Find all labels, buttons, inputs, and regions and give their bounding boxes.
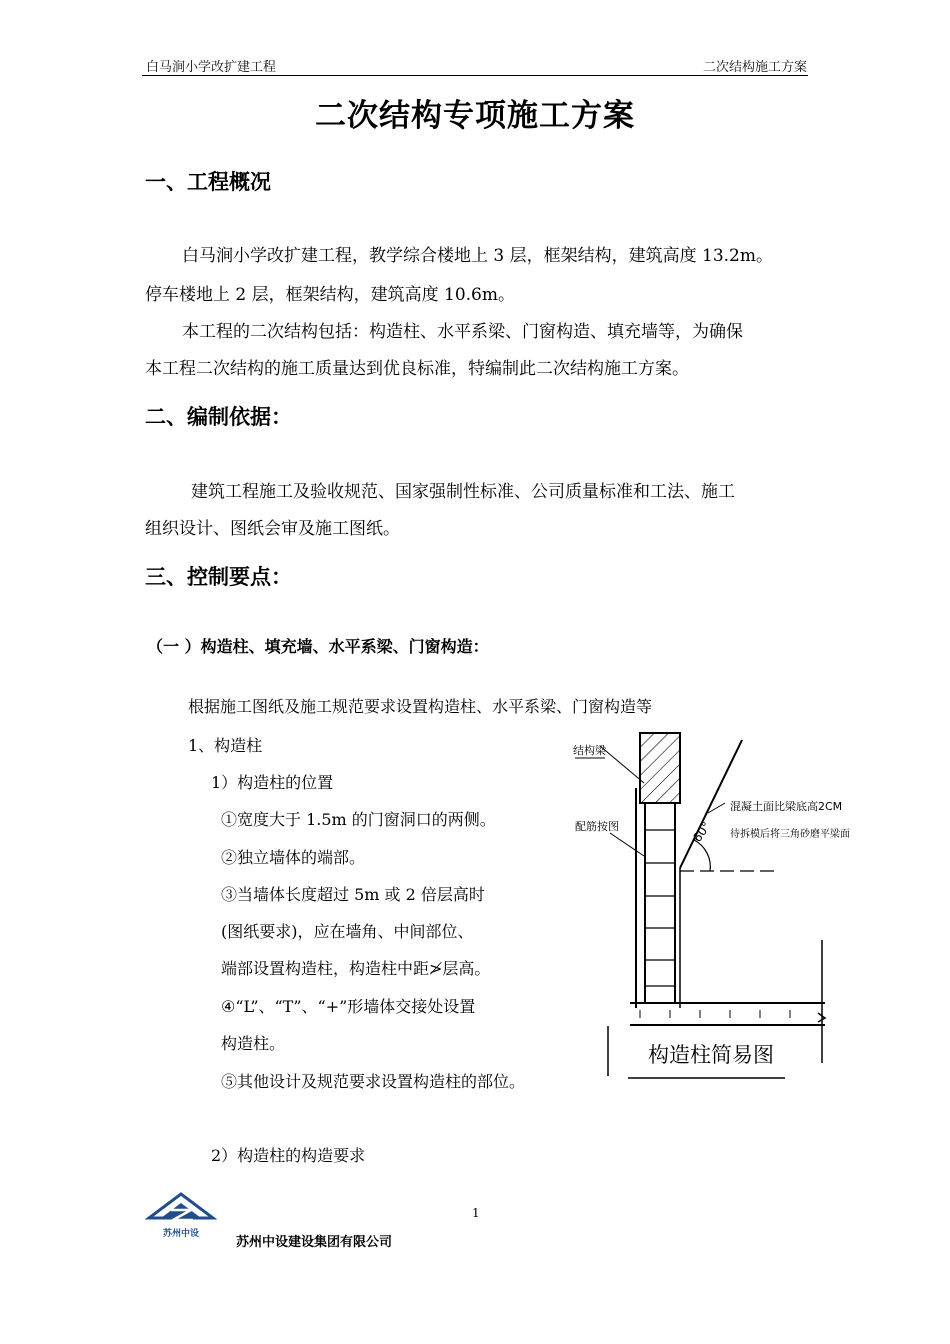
list-item: ④“L”、“T”、“+”形墙体交接处设置: [221, 997, 476, 1016]
header-doc-name: 二次结构施工方案: [702, 60, 807, 75]
list-item: ①宽度大于 1.5m 的门窗洞口的两侧。: [221, 810, 496, 829]
list-item: (图纸要求)，应在墙角、中间部位、: [221, 922, 474, 941]
paragraph-line: 停车楼地上 2 层，框架结构，建筑高度 10.6m。: [145, 285, 515, 305]
header-rule: [142, 75, 808, 76]
column-body: [645, 803, 675, 1003]
list-item: ②独立墙体的端部。: [221, 848, 366, 867]
construction-column-diagram: [560, 728, 860, 1088]
beam-label: 结构梁: [573, 744, 606, 757]
section-heading-overview: 一、工程概况: [145, 170, 271, 194]
list-item-heading: 1、构造柱: [188, 736, 263, 755]
paragraph-line: 组织设计、图纸会审及施工图纸。: [145, 519, 400, 539]
note-line-1: 混凝土面比梁底高2CM: [730, 800, 843, 813]
section-heading-basis: 二、编制依据：: [145, 405, 292, 429]
company-name: 苏州中设建设集团有限公司: [236, 1235, 393, 1250]
list-item: 端部设置构造柱，构造柱中距≯层高。: [221, 959, 491, 978]
list-item-subheading: 2）构造柱的构造要求: [211, 1146, 366, 1165]
company-logo: [145, 1192, 217, 1242]
structural-beam: [640, 733, 680, 803]
paragraph-line: 建筑工程施工及验收规范、国家强制性标准、公司质量标准和工法、施工: [191, 482, 735, 502]
paragraph-line: 根据施工图纸及施工规范要求设置构造柱、水平系梁、门窗构造等: [188, 697, 653, 716]
diagram-caption: 构造柱简易图: [648, 1043, 774, 1067]
subsection-heading: （一 ）构造柱、填充墙、水平系梁、门窗构造：: [147, 637, 489, 656]
list-item: 构造柱。: [221, 1034, 286, 1053]
list-item-subheading: 1）构造柱的位置: [211, 773, 334, 792]
logo-text: 苏州中设: [162, 1229, 200, 1239]
angle-label: 60°: [689, 819, 714, 845]
paragraph-line: 本工程的二次结构包括：构造柱、水平系梁、门窗构造、填充墙等，为确保: [182, 322, 743, 342]
page-number: 1: [472, 1206, 480, 1220]
list-item: ③当墙体长度超过 5m 或 2 倍层高时: [221, 885, 485, 904]
paragraph-line: 本工程二次结构的施工质量达到优良标准，特编制此二次结构施工方案。: [145, 359, 689, 379]
section-heading-control-points: 三、控制要点：: [145, 565, 292, 589]
paragraph-line: 白马涧小学改扩建工程，教学综合楼地上 3 层，框架结构，建筑高度 13.2m。: [182, 246, 773, 266]
list-item: ⑤其他设计及规范要求设置构造柱的部位。: [221, 1072, 526, 1091]
rebar-label: 配筋按图: [575, 820, 619, 833]
header-project-name: 白马涧小学改扩建工程: [146, 60, 277, 75]
note-line-2: 待拆模后将三角砂磨平梁面: [730, 829, 850, 840]
page-title: 二次结构专项施工方案: [315, 98, 635, 134]
